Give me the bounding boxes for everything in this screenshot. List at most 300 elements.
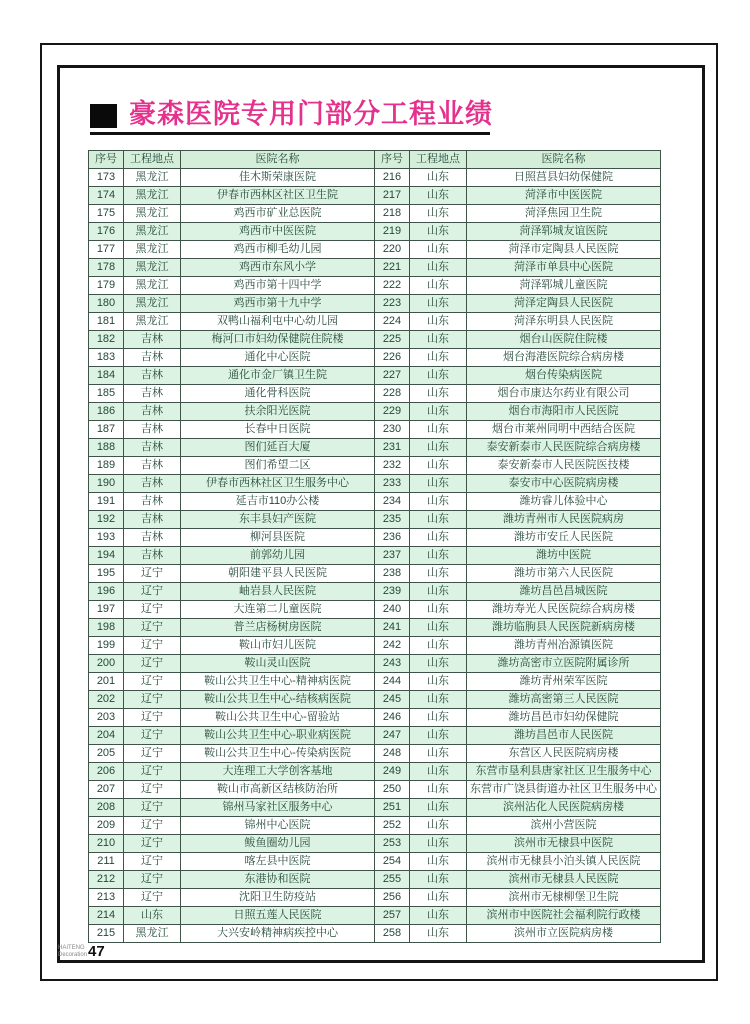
- seq-cell: 258: [375, 925, 410, 943]
- location-cell: 辽宁: [124, 601, 181, 619]
- location-cell: 吉林: [124, 367, 181, 385]
- location-cell: 山东: [410, 889, 467, 907]
- seq-header: 序号: [89, 151, 124, 169]
- hospital-cell: 鞍山灵山医院: [181, 655, 375, 673]
- hospital-cell: 长春中日医院: [181, 421, 375, 439]
- square-bullet-icon: [90, 104, 117, 128]
- table-row: [89, 799, 661, 817]
- hospital-cell: 喀左县中医院: [181, 853, 375, 871]
- location-cell: 山东: [410, 475, 467, 493]
- seq-cell: 246: [375, 709, 410, 727]
- table-row: [89, 457, 661, 475]
- page-title: 豪森医院专用门部分工程业绩: [129, 99, 493, 129]
- table-row: [89, 691, 661, 709]
- seq-cell: 206: [89, 763, 124, 781]
- location-cell: 山东: [410, 421, 467, 439]
- hospital-cell: 鞍山公共卫生中心-职业病医院: [181, 727, 375, 745]
- hospital-cell: 大连理工大学创客基地: [181, 763, 375, 781]
- location-cell: 吉林: [124, 457, 181, 475]
- hospital-cell: 滨州市无棣县小泊头镇人民医院: [467, 853, 661, 871]
- seq-cell: 183: [89, 349, 124, 367]
- table-row: [89, 385, 661, 403]
- seq-cell: 238: [375, 565, 410, 583]
- hospital-cell: 潍坊市第六人民医院: [467, 565, 661, 583]
- location-cell: 山东: [410, 493, 467, 511]
- seq-cell: 257: [375, 907, 410, 925]
- seq-cell: 204: [89, 727, 124, 745]
- table-row: [89, 187, 661, 205]
- location-cell: 山东: [410, 385, 467, 403]
- hospital-cell: 滨州小营医院: [467, 817, 661, 835]
- table-row: [89, 871, 661, 889]
- table-row: [89, 277, 661, 295]
- table-row: [89, 709, 661, 727]
- location-cell: 山东: [410, 673, 467, 691]
- projects-table: [88, 150, 661, 943]
- hospital-cell: 大兴安岭精神病疾控中心: [181, 925, 375, 943]
- seq-cell: 233: [375, 475, 410, 493]
- seq-cell: 175: [89, 205, 124, 223]
- location-cell: 山东: [410, 871, 467, 889]
- seq-cell: 180: [89, 295, 124, 313]
- seq-cell: 209: [89, 817, 124, 835]
- hospital-cell: 潍坊睿儿体验中心: [467, 493, 661, 511]
- location-cell: 山东: [410, 295, 467, 313]
- location-cell: 山东: [410, 277, 467, 295]
- location-cell: 吉林: [124, 421, 181, 439]
- hospital-cell: 烟台市海阳市人民医院: [467, 403, 661, 421]
- hospital-cell: 前郭幼儿园: [181, 547, 375, 565]
- hospital-cell: 朝阳建平县人民医院: [181, 565, 375, 583]
- location-cell: 吉林: [124, 529, 181, 547]
- seq-cell: 200: [89, 655, 124, 673]
- seq-cell: 241: [375, 619, 410, 637]
- hospital-cell: 梅河口市妇幼保健院住院楼: [181, 331, 375, 349]
- hospital-cell: 普兰店杨树房医院: [181, 619, 375, 637]
- hospital-cell: 岫岩县人民医院: [181, 583, 375, 601]
- seq-cell: 177: [89, 241, 124, 259]
- hospital-cell: 鸡西市中医医院: [181, 223, 375, 241]
- table-row: [89, 439, 661, 457]
- seq-cell: 249: [375, 763, 410, 781]
- hospital-cell: 鞍山公共卫生中心-结核病医院: [181, 691, 375, 709]
- seq-cell: 230: [375, 421, 410, 439]
- location-cell: 山东: [410, 403, 467, 421]
- seq-cell: 188: [89, 439, 124, 457]
- hospital-cell: 通化中心医院: [181, 349, 375, 367]
- hospital-cell: 菏泽郓城友谊医院: [467, 223, 661, 241]
- location-cell: 山东: [410, 529, 467, 547]
- seq-cell: 222: [375, 277, 410, 295]
- seq-cell: 252: [375, 817, 410, 835]
- location-cell: 山东: [410, 619, 467, 637]
- brand-mark: [58, 945, 87, 959]
- hospital-cell: 通化市金厂镇卫生院: [181, 367, 375, 385]
- location-cell: 山东: [410, 745, 467, 763]
- location-cell: 山东: [410, 241, 467, 259]
- hospital-cell: 潍坊高密第三人民医院: [467, 691, 661, 709]
- seq-cell: 178: [89, 259, 124, 277]
- location-cell: 辽宁: [124, 673, 181, 691]
- location-cell: 辽宁: [124, 709, 181, 727]
- seq-cell: 199: [89, 637, 124, 655]
- hospital-cell: 泰安新泰市人民医院综合病房楼: [467, 439, 661, 457]
- hospital-cell: 滨州市立医院病房楼: [467, 925, 661, 943]
- table-row: [89, 475, 661, 493]
- hospital-cell: 潍坊高密市立医院附属诊所: [467, 655, 661, 673]
- table-row: [89, 565, 661, 583]
- location-cell: 山东: [410, 727, 467, 745]
- table-body: [89, 169, 661, 943]
- location-cell: 黑龙江: [124, 169, 181, 187]
- location-cell: 山东: [410, 565, 467, 583]
- table-row: [89, 619, 661, 637]
- hospital-cell: 滨州市无棣县人民医院: [467, 871, 661, 889]
- location-cell: 山东: [410, 259, 467, 277]
- hospital-cell: 泰安市中心医院病房楼: [467, 475, 661, 493]
- seq-cell: 190: [89, 475, 124, 493]
- hospital-cell: 鞍山市妇儿医院: [181, 637, 375, 655]
- location-cell: 黑龙江: [124, 313, 181, 331]
- hospital-cell: 柳河县医院: [181, 529, 375, 547]
- location-cell: 山东: [410, 439, 467, 457]
- location-cell: 吉林: [124, 331, 181, 349]
- location-cell: 山东: [410, 547, 467, 565]
- seq-cell: 214: [89, 907, 124, 925]
- location-cell: 辽宁: [124, 781, 181, 799]
- location-cell: 山东: [410, 205, 467, 223]
- location-cell: 辽宁: [124, 853, 181, 871]
- seq-cell: 207: [89, 781, 124, 799]
- location-cell: 山东: [410, 853, 467, 871]
- brand-line1: HAITENG: [58, 945, 85, 951]
- seq-cell: 244: [375, 673, 410, 691]
- hospital-cell: 东丰县妇产医院: [181, 511, 375, 529]
- location-cell: 山东: [410, 187, 467, 205]
- hospital-cell: 鞍山公共卫生中心-留验站: [181, 709, 375, 727]
- hospital-cell: 鸡西市第十九中学: [181, 295, 375, 313]
- location-cell: 黑龙江: [124, 205, 181, 223]
- location-cell: 山东: [410, 331, 467, 349]
- location-cell: 辽宁: [124, 655, 181, 673]
- seq-cell: 224: [375, 313, 410, 331]
- hospital-header: 医院名称: [181, 151, 375, 169]
- table-row: [89, 763, 661, 781]
- location-cell: 山东: [410, 835, 467, 853]
- seq-cell: 225: [375, 331, 410, 349]
- seq-cell: 198: [89, 619, 124, 637]
- location-cell: 山东: [410, 511, 467, 529]
- location-cell: 山东: [410, 583, 467, 601]
- location-cell: 山东: [410, 637, 467, 655]
- hospital-cell: 鲅鱼圈幼儿园: [181, 835, 375, 853]
- seq-cell: 236: [375, 529, 410, 547]
- table-row: [89, 745, 661, 763]
- hospital-cell: 延吉市110办公楼: [181, 493, 375, 511]
- seq-cell: 193: [89, 529, 124, 547]
- seq-cell: 196: [89, 583, 124, 601]
- page-footer: [58, 944, 105, 959]
- seq-cell: 181: [89, 313, 124, 331]
- location-cell: 山东: [410, 907, 467, 925]
- seq-cell: 174: [89, 187, 124, 205]
- seq-cell: 219: [375, 223, 410, 241]
- hospital-cell: 烟台山医院住院楼: [467, 331, 661, 349]
- hospital-cell: 鸡西市第十四中学: [181, 277, 375, 295]
- hospital-cell: 滨州市无棣县中医院: [467, 835, 661, 853]
- hospital-cell: 潍坊昌邑昌城医院: [467, 583, 661, 601]
- table-row: [89, 601, 661, 619]
- hospital-cell: 图们希望二区: [181, 457, 375, 475]
- hospital-cell: 滨州沾化人民医院病房楼: [467, 799, 661, 817]
- hospital-cell: 潍坊市安丘人民医院: [467, 529, 661, 547]
- seq-cell: 194: [89, 547, 124, 565]
- table-row: [89, 169, 661, 187]
- hospital-cell: 菏泽定陶县人民医院: [467, 295, 661, 313]
- seq-cell: 255: [375, 871, 410, 889]
- hospital-cell: 锦州中心医院: [181, 817, 375, 835]
- table-row: [89, 331, 661, 349]
- seq-cell: 220: [375, 241, 410, 259]
- location-cell: 山东: [410, 925, 467, 943]
- location-cell: 辽宁: [124, 727, 181, 745]
- seq-cell: 176: [89, 223, 124, 241]
- location-cell: 黑龙江: [124, 259, 181, 277]
- seq-cell: 253: [375, 835, 410, 853]
- seq-cell: 189: [89, 457, 124, 475]
- hospital-cell: 大连第二儿童医院: [181, 601, 375, 619]
- seq-header: 序号: [375, 151, 410, 169]
- hospital-cell: 菏泽东明县人民医院: [467, 313, 661, 331]
- seq-cell: 228: [375, 385, 410, 403]
- seq-cell: 179: [89, 277, 124, 295]
- hospital-cell: 佳木斯荣康医院: [181, 169, 375, 187]
- hospital-cell: 东港协和医院: [181, 871, 375, 889]
- seq-cell: 234: [375, 493, 410, 511]
- hospital-cell: 烟台市康达尔药业有限公司: [467, 385, 661, 403]
- seq-cell: 235: [375, 511, 410, 529]
- seq-cell: 210: [89, 835, 124, 853]
- hospital-cell: 潍坊临朐县人民医院新病房楼: [467, 619, 661, 637]
- table-row: [89, 349, 661, 367]
- hospital-cell: 泰安新泰市人民医院医技楼: [467, 457, 661, 475]
- seq-cell: 223: [375, 295, 410, 313]
- seq-cell: 218: [375, 205, 410, 223]
- hospital-cell: 鸡西市柳毛幼儿园: [181, 241, 375, 259]
- location-cell: 山东: [410, 313, 467, 331]
- hospital-cell: 菏泽市定陶县人民医院: [467, 241, 661, 259]
- seq-cell: 187: [89, 421, 124, 439]
- seq-cell: 205: [89, 745, 124, 763]
- seq-cell: 195: [89, 565, 124, 583]
- hospital-cell: 菏泽焦园卫生院: [467, 205, 661, 223]
- table-row: [89, 241, 661, 259]
- seq-cell: 216: [375, 169, 410, 187]
- location-cell: 辽宁: [124, 799, 181, 817]
- seq-cell: 256: [375, 889, 410, 907]
- table-row: [89, 817, 661, 835]
- seq-cell: 231: [375, 439, 410, 457]
- table-row: [89, 421, 661, 439]
- hospital-cell: 滨州市无棣柳堡卫生院: [467, 889, 661, 907]
- seq-cell: 173: [89, 169, 124, 187]
- hospital-cell: 图们延百大厦: [181, 439, 375, 457]
- location-cell: 辽宁: [124, 871, 181, 889]
- table-row: [89, 511, 661, 529]
- location-cell: 辽宁: [124, 763, 181, 781]
- location-cell: 山东: [410, 169, 467, 187]
- hospital-cell: 潍坊青州冶源镇医院: [467, 637, 661, 655]
- seq-cell: 201: [89, 673, 124, 691]
- hospital-cell: 鸡西市矿业总医院: [181, 205, 375, 223]
- seq-cell: 185: [89, 385, 124, 403]
- hospital-cell: 日照莒县妇幼保健院: [467, 169, 661, 187]
- location-cell: 黑龙江: [124, 187, 181, 205]
- location-cell: 黑龙江: [124, 241, 181, 259]
- table-row: [89, 529, 661, 547]
- seq-cell: 251: [375, 799, 410, 817]
- hospital-cell: 潍坊昌邑市妇幼保健院: [467, 709, 661, 727]
- hospital-cell: 通化骨科医院: [181, 385, 375, 403]
- location-cell: 辽宁: [124, 889, 181, 907]
- location-cell: 山东: [410, 691, 467, 709]
- seq-cell: 217: [375, 187, 410, 205]
- hospital-cell: 东营市垦利县唐家社区卫生服务中心: [467, 763, 661, 781]
- hospital-cell: 菏泽市中医医院: [467, 187, 661, 205]
- hospital-cell: 烟台海港医院综合病房楼: [467, 349, 661, 367]
- location-cell: 山东: [410, 601, 467, 619]
- seq-cell: 237: [375, 547, 410, 565]
- table-header-row: [89, 151, 661, 169]
- hospital-cell: 潍坊寿光人民医院综合病房楼: [467, 601, 661, 619]
- hospital-header: 医院名称: [467, 151, 661, 169]
- location-cell: 吉林: [124, 493, 181, 511]
- table-row: [89, 637, 661, 655]
- seq-cell: 232: [375, 457, 410, 475]
- hospital-cell: 潍坊青州荣军医院: [467, 673, 661, 691]
- location-cell: 辽宁: [124, 835, 181, 853]
- hospital-cell: 滨州市中医院社会福利院行政楼: [467, 907, 661, 925]
- location-cell: 吉林: [124, 439, 181, 457]
- table-header: [89, 151, 661, 169]
- seq-cell: 248: [375, 745, 410, 763]
- hospital-cell: 鞍山公共卫生中心-传染病医院: [181, 745, 375, 763]
- location-cell: 山东: [410, 781, 467, 799]
- seq-cell: 212: [89, 871, 124, 889]
- location-cell: 黑龙江: [124, 223, 181, 241]
- location-header: 工程地点: [124, 151, 181, 169]
- seq-cell: 192: [89, 511, 124, 529]
- location-cell: 山东: [410, 367, 467, 385]
- brand-line2: Decoration: [58, 952, 88, 958]
- seq-cell: 213: [89, 889, 124, 907]
- hospital-cell: 日照五莲人民医院: [181, 907, 375, 925]
- location-cell: 山东: [410, 223, 467, 241]
- location-cell: 山东: [124, 907, 181, 925]
- location-cell: 黑龙江: [124, 277, 181, 295]
- table-row: [89, 853, 661, 871]
- table-row: [89, 781, 661, 799]
- hospital-cell: 烟台传染病医院: [467, 367, 661, 385]
- title-block: [90, 99, 493, 135]
- table-row: [89, 547, 661, 565]
- hospital-cell: 东营区人民医院病房楼: [467, 745, 661, 763]
- seq-cell: 197: [89, 601, 124, 619]
- location-cell: 辽宁: [124, 817, 181, 835]
- seq-cell: 215: [89, 925, 124, 943]
- location-cell: 吉林: [124, 403, 181, 421]
- seq-cell: 239: [375, 583, 410, 601]
- location-cell: 山东: [410, 349, 467, 367]
- table-row: [89, 367, 661, 385]
- hospital-cell: 伊春市西林社区卫生服务中心: [181, 475, 375, 493]
- table-row: [89, 583, 661, 601]
- seq-cell: 211: [89, 853, 124, 871]
- table-row: [89, 835, 661, 853]
- table-row: [89, 223, 661, 241]
- location-cell: 山东: [410, 709, 467, 727]
- hospital-cell: 潍坊昌邑市人民医院: [467, 727, 661, 745]
- seq-cell: 242: [375, 637, 410, 655]
- seq-cell: 182: [89, 331, 124, 349]
- table-row: [89, 493, 661, 511]
- seq-cell: 226: [375, 349, 410, 367]
- seq-cell: 184: [89, 367, 124, 385]
- seq-cell: 202: [89, 691, 124, 709]
- hospital-cell: 潍坊青州市人民医院病房: [467, 511, 661, 529]
- hospital-cell: 双鸭山福利屯中心幼儿园: [181, 313, 375, 331]
- table-row: [89, 313, 661, 331]
- table-row: [89, 205, 661, 223]
- seq-cell: 229: [375, 403, 410, 421]
- seq-cell: 203: [89, 709, 124, 727]
- hospital-cell: 鞍山市高新区结核防治所: [181, 781, 375, 799]
- location-cell: 辽宁: [124, 583, 181, 601]
- seq-cell: 250: [375, 781, 410, 799]
- table-row: [89, 889, 661, 907]
- location-cell: 辽宁: [124, 619, 181, 637]
- location-cell: 黑龙江: [124, 925, 181, 943]
- seq-cell: 240: [375, 601, 410, 619]
- seq-cell: 245: [375, 691, 410, 709]
- seq-cell: 227: [375, 367, 410, 385]
- location-cell: 吉林: [124, 349, 181, 367]
- table-row: [89, 295, 661, 313]
- location-cell: 吉林: [124, 511, 181, 529]
- seq-cell: 191: [89, 493, 124, 511]
- location-cell: 山东: [410, 457, 467, 475]
- location-cell: 吉林: [124, 475, 181, 493]
- location-cell: 黑龙江: [124, 295, 181, 313]
- seq-cell: 254: [375, 853, 410, 871]
- page-number: 47: [88, 943, 105, 960]
- seq-cell: 186: [89, 403, 124, 421]
- table-row: [89, 727, 661, 745]
- location-cell: 吉林: [124, 385, 181, 403]
- location-cell: 山东: [410, 763, 467, 781]
- seq-cell: 247: [375, 727, 410, 745]
- table-row: [89, 403, 661, 421]
- hospital-cell: 潍坊中医院: [467, 547, 661, 565]
- location-cell: 辽宁: [124, 691, 181, 709]
- hospital-cell: 鸡西市东风小学: [181, 259, 375, 277]
- table-row: [89, 655, 661, 673]
- hospital-cell: 烟台市莱州同明中西结合医院: [467, 421, 661, 439]
- location-cell: 山东: [410, 817, 467, 835]
- seq-cell: 243: [375, 655, 410, 673]
- seq-cell: 208: [89, 799, 124, 817]
- location-cell: 山东: [410, 799, 467, 817]
